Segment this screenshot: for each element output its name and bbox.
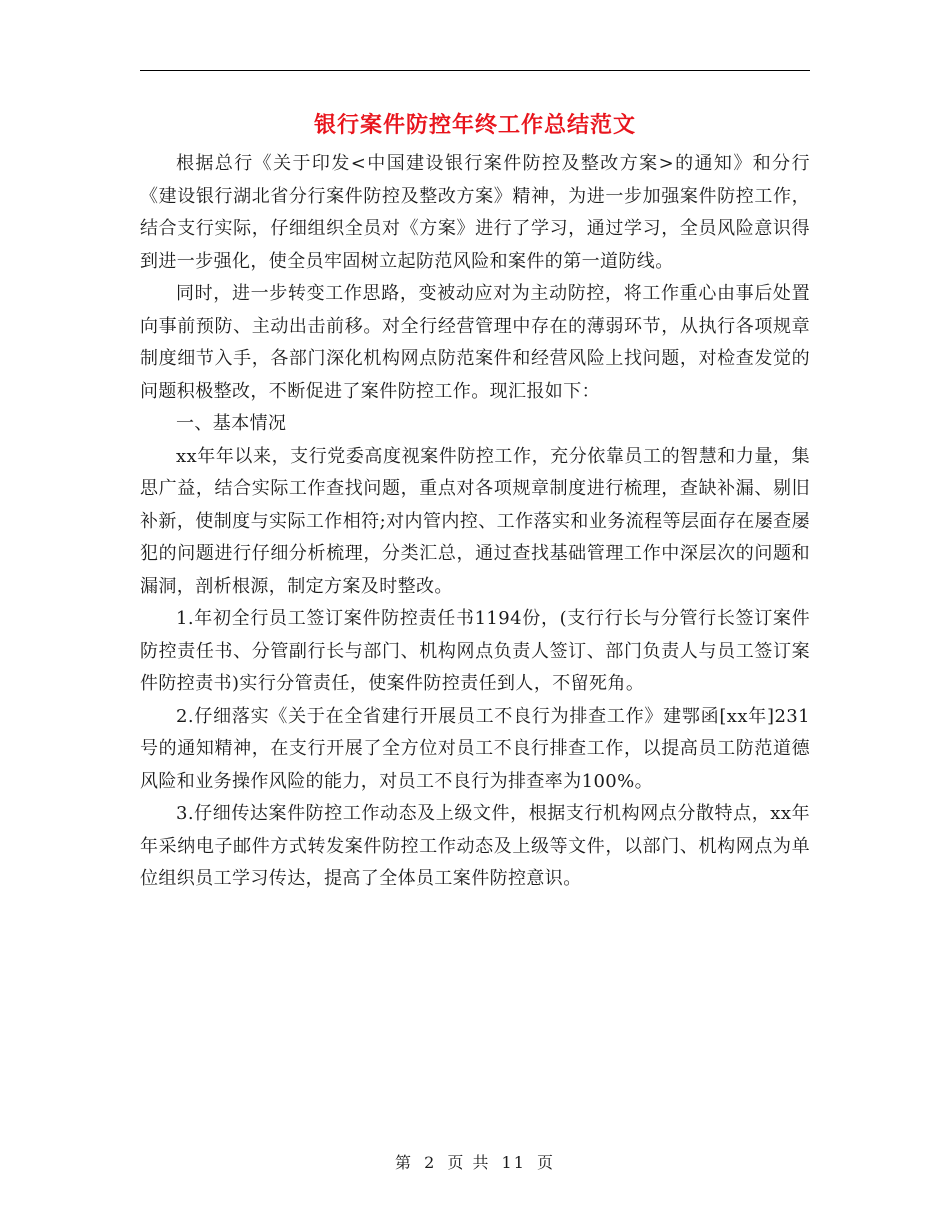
footer-prefix: 第 — [394, 1153, 413, 1172]
footer-total-pages: 11 — [501, 1153, 526, 1172]
page-footer — [0, 1150, 950, 1173]
document-body — [140, 148, 810, 896]
paragraph-approach: 同时，进一步转变工作思路，变被动应对为主动防控，将工作重心由事后处置向事前预防、主动出击前移。对全行经营管理中存在的薄弱环节，从执行各项规章制度细节入手，各部门深化机构网点防范案件和经营风险上找问题，对检查发觉的问题积极整改，不断促进了案件防控工作。现汇报如下： — [140, 283, 810, 402]
section-heading-basic-situation: 一、基本情况 — [176, 413, 287, 434]
paragraph-item-3: 3.仔细传达案件防控工作动态及上级文件，根据支行机构网点分散特点，xx年年采纳电子邮件方式转发案件防控工作动态及上级等文件，以部门、机构网点为单位组织员工学习传达，提高了全体员工案件防控意识。 — [140, 803, 810, 889]
paragraph-overview: xx年年以来，支行党委高度视案件防控工作，充分依靠员工的智慧和力量，集思广益，结合实际工作查找问题，重点对各项规章制度进行梳理，查缺补漏、剔旧补新，使制度与实际工作相符;对内管内控、工作落实和业务流程等层面存在屡查屡犯的问题进行仔细分析梳理，分类汇总，通过查找基础管理工作中深层次的问题和漏洞，剖析根源，制定方案及时整改。 — [140, 445, 810, 597]
header-rule — [140, 70, 810, 71]
footer-current-page: 2 — [424, 1153, 437, 1172]
paragraph-item-2: 2.仔细落实《关于在全省建行开展员工不良行为排查工作》建鄂函[xx年]231号的通知精神，在支行开展了全方位对员工不良行排查工作，以提高员工防范道德风险和业务操作风险的能力，对员工不良行为排查率为100%。 — [140, 705, 810, 792]
document-title: 银行案件防控年终工作总结范文 — [313, 112, 636, 138]
paragraph-item-1: 1.年初全行员工签订案件防控责任书1194份，(支行行长与分管行长签订案件防控责任书、分管副行长与部门、机构网点负责人签订、部门负责人与员工签订案件防控责书)实行分管责任，使案件防控责任到人，不留死角。 — [140, 608, 810, 694]
footer-middle: 页 共 — [447, 1153, 491, 1172]
paragraph-intro: 根据总行《关于印发<中国建设银行案件防控及整改方案>的通知》和分行《建设银行湖北省分行案件防控及整改方案》精神，为进一步加强案件防控工作，结合支行实际，仔细组织全员对《方案》进行了学习，通过学习，全员风险意识得到进一步强化，使全员牢固树立起防范风险和案件的第一道防线。 — [140, 153, 810, 272]
footer-suffix: 页 — [537, 1153, 556, 1172]
